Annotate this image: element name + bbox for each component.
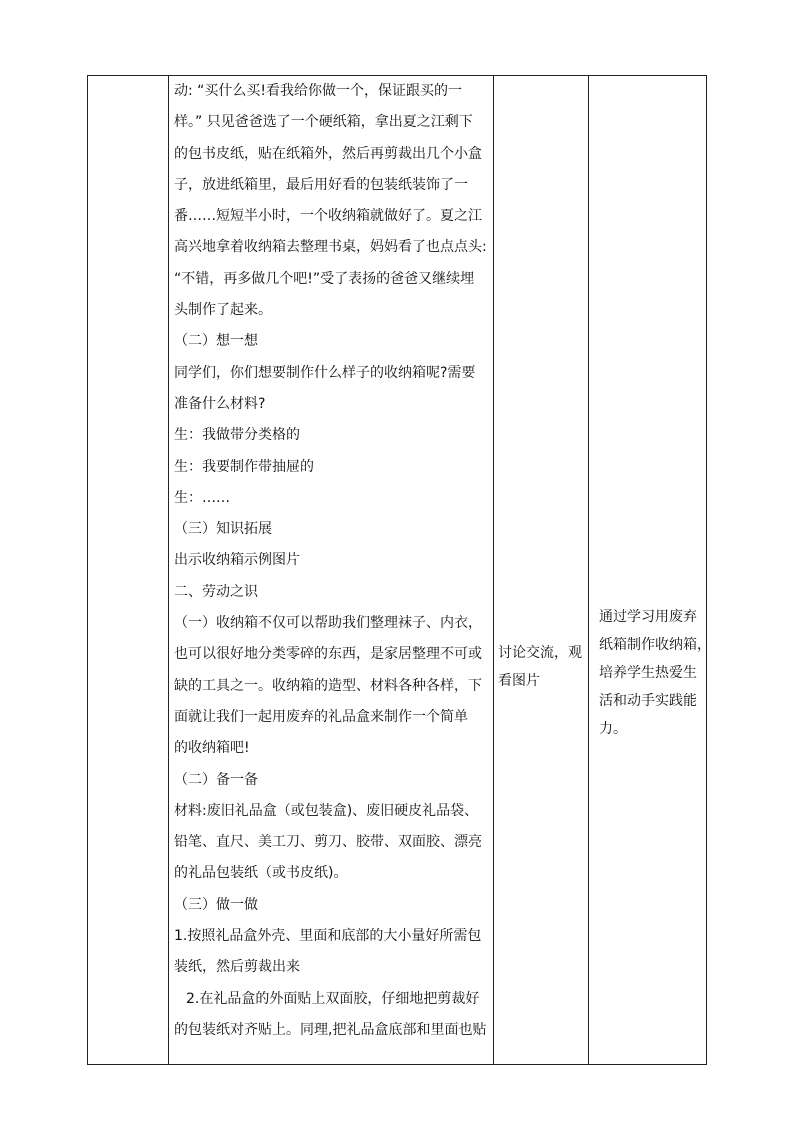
column-divider: [588, 76, 589, 1064]
content-line: 生：我要制作带抽屉的: [174, 458, 314, 475]
content-line: 同学们，你们想要制作什么样子的收纳箱呢?需要: [174, 364, 476, 381]
goal-line: 纸箱制作收纳箱，: [599, 637, 711, 653]
content-line: 1.按照礼品盒外壳、里面和底部的大小量好所需包: [174, 928, 482, 945]
content-line: 动: “买什么买!看我给你做一个，保证跟买的一: [174, 83, 463, 99]
content-line: 出示收纳箱示例图片: [174, 552, 300, 569]
content-line: 缺的工具之一。收纳箱的造型、材料各种各样，下: [174, 677, 482, 694]
content-line: 面就让我们一起用废弃的礼品盒来制作一个简单: [174, 708, 468, 725]
goal-line: 力。: [599, 721, 627, 737]
content-line: 子，放进纸箱里，最后用好看的包装纸装饰了一: [174, 176, 468, 193]
section-heading: （三）做一做: [174, 896, 258, 913]
content-line: 的收纳箱吧!: [174, 740, 250, 757]
content-line: （一）收纳箱不仅可以帮助我们整理袜子、内衣，: [174, 615, 482, 632]
goal-line: 活和动手实践能: [599, 693, 697, 709]
lesson-table: [87, 75, 711, 1065]
section-heading: （二）备一备: [174, 771, 258, 788]
content-line: 装纸，然后剪裁出来: [174, 959, 300, 976]
content-line: 准备什么材料?: [174, 395, 266, 412]
teaching-content-column: [168, 76, 573, 1046]
section-heading: （三）知识拓展: [174, 521, 272, 538]
content-line: 2.在礼品盒的外面贴上双面胶，仔细地把剪裁好: [186, 990, 480, 1007]
section-heading: 二、劳动之识: [174, 583, 258, 600]
content-line: 生：……: [174, 489, 230, 506]
content-line: 高兴地拿着收纳箱去整理书桌，妈妈看了也点点头:: [174, 239, 487, 256]
content-line: “不错，再多做几个吧!”受了表扬的爸爸又继续埋: [174, 270, 475, 287]
content-line: 生：我做带分类格的: [174, 427, 300, 444]
content-line: 的包装纸对齐贴上。同理,把礼品盒底部和里面也贴: [174, 1021, 487, 1038]
content-line: 铅笔、直尺、美工刀、剪刀、胶带、双面胶、漂亮: [174, 834, 482, 851]
content-line: 的礼品包装纸（或书皮纸)。: [174, 865, 348, 882]
student-activity-column: [496, 639, 587, 695]
content-line: 材料:废旧礼品盒（或包装盒)、废旧硬皮礼品袋、: [174, 802, 479, 819]
activity-line: 讨论交流，观: [498, 645, 582, 661]
section-heading: （二）想一想: [174, 333, 258, 350]
goal-line: 培养学生热爱生: [599, 665, 697, 681]
activity-line: 看图片: [498, 673, 540, 689]
design-intent-column: [595, 603, 711, 743]
content-line: 头制作了起来。: [174, 302, 272, 319]
goal-line: 通过学习用废弃: [599, 609, 697, 625]
content-line: 也可以很好地分类零碎的东西，是家居整理不可或: [174, 646, 482, 663]
content-line: 样。” 只见爸爸选了一个硬纸箱，拿出夏之江剩下: [174, 114, 473, 131]
content-line: 的包书皮纸，贴在纸箱外，然后再剪裁出几个小盒: [174, 145, 482, 162]
content-line: 番……短短半小时，一个收纳箱就做好了。夏之江: [174, 208, 482, 225]
